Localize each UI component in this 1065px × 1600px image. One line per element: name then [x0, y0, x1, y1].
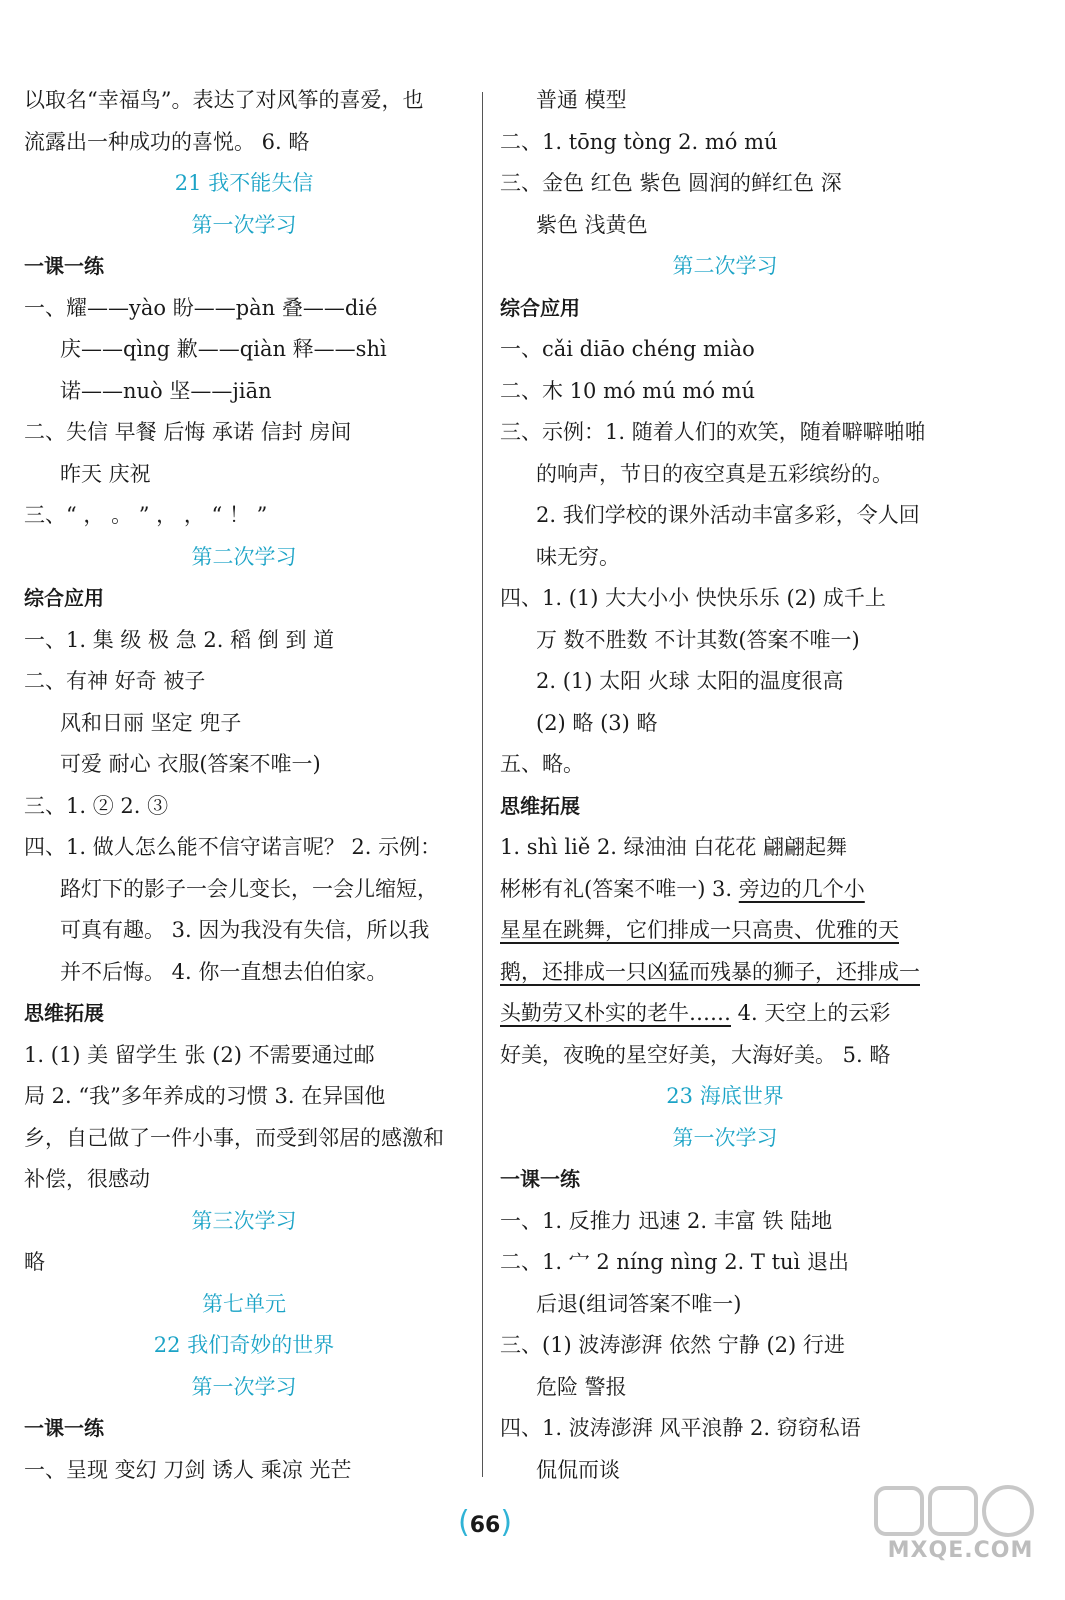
answer-line	[500, 993, 950, 1035]
answer-line	[500, 827, 950, 869]
line-text: 思维拓展	[24, 1001, 104, 1025]
line-text: (2) 略 (3) 略	[536, 710, 658, 735]
answer-line	[500, 1035, 950, 1077]
line-text: 补偿，很感动	[24, 1167, 150, 1191]
answer-line	[24, 454, 464, 496]
line-text: 二、1. 宀 2 níng nìng 2. T tuì 退出	[500, 1250, 849, 1274]
study-heading	[24, 537, 464, 579]
line-text: 局 2. “我”多年养成的习惯 3. 在异国他	[24, 1084, 386, 1108]
answer-line	[500, 744, 950, 786]
answer-line	[500, 1284, 950, 1326]
answer-line	[24, 1159, 464, 1201]
answer-line	[24, 1035, 464, 1077]
page-number	[440, 1505, 530, 1541]
line-text: 2. (1) 太阳 火球 太阳的温度很高	[536, 669, 844, 693]
line-text: 23 海底世界	[666, 1084, 784, 1108]
answer-line	[24, 827, 464, 869]
lesson-title	[500, 1076, 950, 1118]
line-text: 一课一练	[500, 1167, 580, 1191]
answer-line	[500, 1201, 950, 1243]
line-text: 第二次学习	[191, 544, 297, 569]
line-text: 二、木 10 mó mú mó mú	[500, 378, 756, 403]
line-text: 第七单元	[202, 1291, 286, 1316]
line-text: 乡，自己做了一件小事，而受到邻居的感激和	[24, 1125, 444, 1150]
line-text: 综合应用	[500, 295, 580, 320]
answer-line	[500, 620, 950, 662]
answer-line	[24, 371, 464, 413]
line-text: 风和日丽 坚定 兜子	[60, 710, 242, 735]
line-text: 昨天 庆祝	[60, 461, 151, 486]
line-text: 普通 模型	[536, 88, 627, 112]
answer-line	[24, 1118, 464, 1160]
section-heading	[24, 246, 464, 288]
line-text: 二、有神 好奇 被子	[24, 669, 206, 693]
line-text: 可真有趣。 3. 因为我没有失信，所以我	[60, 918, 430, 942]
line-text: 彬彬有礼(答案不唯一) 3.	[500, 876, 739, 901]
answer-line	[24, 1076, 464, 1118]
line-text: 一、呈现 变幻 刀剑 诱人 乘凉 光芒	[24, 1457, 352, 1482]
answer-line	[500, 1408, 950, 1450]
lesson-title	[24, 163, 464, 205]
answer-line	[500, 371, 950, 413]
line-text: 第一次学习	[191, 1374, 297, 1399]
underlined-answer: 头勤劳又朴实的老牛……	[500, 1001, 731, 1025]
line-text: 一课一练	[24, 1416, 104, 1440]
answer-line	[500, 329, 950, 371]
line-text: 1. shì liě 2. 绿油油 白花花 翩翩起舞	[500, 835, 848, 859]
study-heading	[500, 1118, 950, 1160]
answer-line	[24, 495, 464, 537]
answer-line	[24, 122, 464, 164]
line-text: 综合应用	[24, 586, 104, 610]
watermark-text: MXQE.COM	[887, 1538, 1034, 1563]
answer-line	[500, 578, 950, 620]
answer-line	[24, 744, 464, 786]
answer-line	[500, 1242, 950, 1284]
underlined-answer: 星星在跳舞，它们排成一只高贵、优雅的天	[500, 918, 899, 942]
section-heading	[24, 578, 464, 620]
answer-line	[24, 288, 464, 330]
answer-line	[500, 122, 950, 164]
line-text: 可爱 耐心 衣服(答案不唯一)	[60, 752, 321, 776]
line-text: 第二次学习	[672, 254, 778, 278]
section-heading	[500, 288, 950, 330]
line-text: 1. (1) 美 留学生 张 (2) 不需要通过邮	[24, 1042, 375, 1067]
answer-line	[24, 1450, 464, 1492]
answer-line	[24, 869, 464, 911]
line-text: 流露出一种成功的喜悦。 6. 略	[24, 129, 310, 154]
answer-line	[500, 703, 950, 745]
answer-line	[500, 910, 950, 952]
line-text: 路灯下的影子一会儿变长，一会儿缩短，	[60, 876, 438, 901]
line-text: 四、1. 波涛澎湃 风平浪静 2. 窃窃私语	[500, 1416, 861, 1440]
answer-line	[500, 495, 950, 537]
line-text: 紫色 浅黄色	[536, 212, 648, 237]
lesson-title	[24, 1325, 464, 1367]
answer-line	[500, 80, 950, 122]
line-text: 三、“ ， 。 ” ， ， “ ！ ”	[24, 503, 268, 527]
line-text: 庆——qìng 歉——qiàn 释——shì	[60, 337, 387, 361]
line-text: 第一次学习	[191, 212, 297, 237]
line-text: 22 我们奇妙的世界	[153, 1333, 335, 1357]
answer-line	[24, 661, 464, 703]
page-number-right-bracket-icon: )	[500, 1505, 513, 1540]
answer-line	[24, 80, 464, 122]
section-heading	[24, 993, 464, 1035]
answer-line	[500, 1367, 950, 1409]
line-text: 一、1. 集 级 极 急 2. 稻 倒 到 道	[24, 627, 335, 652]
line-text: 后退(组词答案不唯一)	[536, 1291, 742, 1316]
line-text: 二、1. tōng tòng 2. mó mú	[500, 129, 778, 154]
line-text: 好美，夜晚的星空好美，大海好美。 5. 略	[500, 1042, 891, 1067]
answer-line	[500, 163, 950, 205]
answer-line	[24, 910, 464, 952]
line-text: 21 我不能失信	[174, 171, 314, 195]
line-text: 四、1. (1) 大大小小 快快乐乐 (2) 成千上	[500, 586, 886, 610]
line-text: 思维拓展	[500, 793, 580, 818]
study-heading	[24, 1201, 464, 1243]
answer-line	[24, 952, 464, 994]
line-text: 第三次学习	[191, 1208, 297, 1233]
line-text: 的响声，节日的夜空真是五彩缤纷的。	[536, 461, 893, 486]
line-text: 四、1. 做人怎么能不信守诺言呢？ 2. 示例：	[24, 835, 442, 859]
answer-line	[500, 1325, 950, 1367]
line-text: 侃侃而谈	[536, 1457, 620, 1482]
answer-line	[500, 952, 950, 994]
line-text: 三、1. ② 2. ③	[24, 793, 169, 818]
section-heading	[500, 786, 950, 828]
study-heading	[24, 1284, 464, 1326]
line-text: 危险 警报	[536, 1374, 627, 1399]
answer-line	[24, 786, 464, 828]
underlined-answer: 鹅，还排成一只凶猛而残暴的狮子，还排成一	[500, 959, 920, 984]
line-text: 一、耀——yào 盼——pàn 叠——dié	[24, 295, 378, 320]
line-text-tail: 4. 天空上的云彩	[731, 1001, 891, 1025]
line-text: 略	[24, 1250, 45, 1274]
answer-line	[24, 329, 464, 371]
left-column	[24, 80, 464, 1491]
watermark-logo-icon	[868, 1480, 1053, 1540]
answer-line	[24, 1242, 464, 1284]
answer-line	[500, 661, 950, 703]
line-text: 以取名“幸福鸟”。表达了对风筝的喜爱，也	[24, 88, 424, 112]
answer-line	[500, 205, 950, 247]
answer-line	[24, 703, 464, 745]
line-text: 第一次学习	[672, 1125, 778, 1150]
line-text: 2. 我们学校的课外活动丰富多彩，令人回	[536, 503, 920, 527]
answer-line	[500, 537, 950, 579]
line-text: 五、略。	[500, 752, 584, 776]
line-text: 味无穷。	[536, 544, 620, 569]
page-number-left-bracket-icon: (	[457, 1505, 470, 1540]
line-text: 一课一练	[24, 254, 104, 278]
line-text: 万 数不胜数 不计其数(答案不唯一)	[536, 627, 860, 652]
study-heading	[500, 246, 950, 288]
underlined-answer: 旁边的几个小	[738, 876, 865, 901]
line-text: 并不后悔。 4. 你一直想去伯伯家。	[60, 959, 388, 984]
answer-line	[500, 412, 950, 454]
line-text: 二、失信 早餐 后悔 承诺 信封 房间	[24, 420, 352, 444]
line-text: 一、1. 反推力 迅速 2. 丰富 铁 陆地	[500, 1208, 833, 1233]
right-column	[500, 80, 950, 1491]
section-heading	[24, 1408, 464, 1450]
column-divider	[482, 92, 483, 1477]
answer-line	[24, 620, 464, 662]
line-text: 三、金色 红色 紫色 圆润的鲜红色 深	[500, 171, 842, 195]
line-text: 一、cǎi diāo chéng miào	[500, 337, 755, 361]
answer-line	[500, 869, 950, 911]
study-heading	[24, 205, 464, 247]
line-text: 三、(1) 波涛澎湃 依然 宁静 (2) 行进	[500, 1333, 845, 1357]
page-number-text: 66	[469, 1513, 501, 1538]
line-text: 诺——nuò 坚——jiān	[60, 378, 272, 403]
answer-line	[24, 412, 464, 454]
answer-line	[500, 454, 950, 496]
section-heading	[500, 1159, 950, 1201]
study-heading	[24, 1367, 464, 1409]
watermark	[868, 1480, 1053, 1590]
line-text: 三、示例：1. 随着人们的欢笑，随着噼噼啪啪	[500, 420, 926, 444]
